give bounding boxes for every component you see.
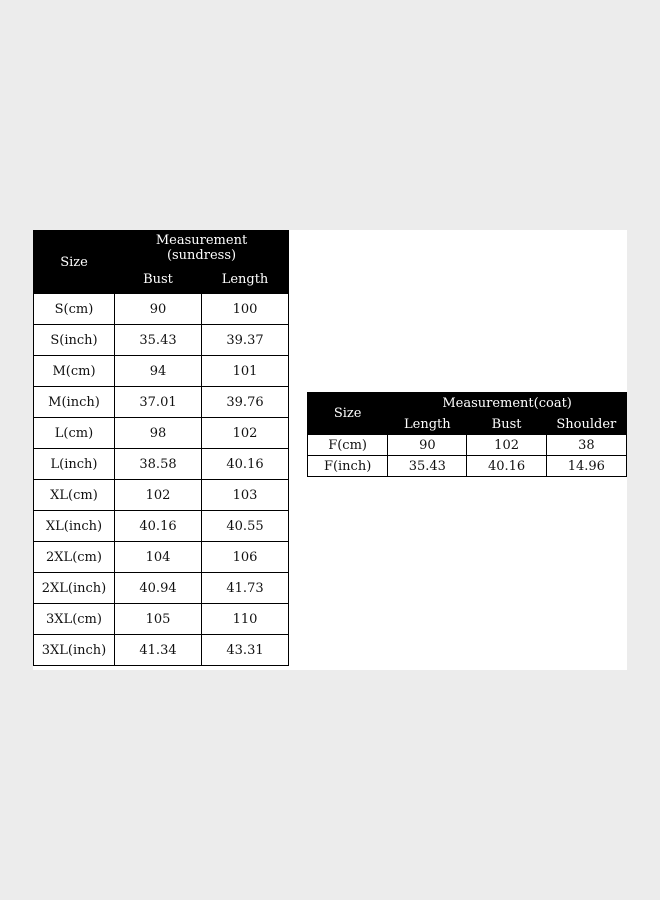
- cell-size: F(cm): [308, 435, 388, 456]
- cell-shoulder: 14.96: [546, 456, 626, 477]
- cell-length: 43.31: [202, 635, 289, 666]
- cell-bust: 37.01: [115, 387, 202, 418]
- size-header: Size: [34, 231, 115, 294]
- table-row: [308, 435, 627, 456]
- cell-length: 39.76: [202, 387, 289, 418]
- cell-length: 100: [202, 294, 289, 325]
- table-row: [34, 635, 289, 666]
- cell-length: 41.73: [202, 573, 289, 604]
- cell-length: 40.16: [202, 449, 289, 480]
- cell-size: 3XL(cm): [34, 604, 115, 635]
- table-row: [34, 418, 289, 449]
- cell-bust: 94: [115, 356, 202, 387]
- cell-bust: 40.16: [115, 511, 202, 542]
- table-row: [34, 480, 289, 511]
- measurement-header: Measurement(coat): [388, 393, 627, 414]
- column-header-bust: Bust: [467, 414, 546, 435]
- cell-size: XL(inch): [34, 511, 115, 542]
- cell-length: 35.43: [388, 456, 467, 477]
- column-header-bust: Bust: [115, 266, 202, 294]
- cell-size: 3XL(inch): [34, 635, 115, 666]
- measurement-header-line1: Measurement: [155, 233, 248, 248]
- cell-bust: 90: [115, 294, 202, 325]
- table-row: [34, 511, 289, 542]
- cell-bust: 102: [115, 480, 202, 511]
- cell-bust: 40.16: [467, 456, 546, 477]
- size-header: Size: [308, 393, 388, 435]
- cell-size: F(inch): [308, 456, 388, 477]
- cell-bust: 38.58: [115, 449, 202, 480]
- cell-length: 103: [202, 480, 289, 511]
- coat-size-table: [307, 392, 627, 477]
- cell-bust: 40.94: [115, 573, 202, 604]
- cell-size: 2XL(inch): [34, 573, 115, 604]
- cell-bust: 98: [115, 418, 202, 449]
- cell-length: 40.55: [202, 511, 289, 542]
- table-row: [34, 294, 289, 325]
- cell-length: 102: [202, 418, 289, 449]
- cell-size: S(inch): [34, 325, 115, 356]
- table-row: [34, 356, 289, 387]
- cell-bust: 105: [115, 604, 202, 635]
- column-header-length: Length: [202, 266, 289, 294]
- sundress-size-table: [33, 230, 289, 666]
- cell-length: 110: [202, 604, 289, 635]
- table-row: [34, 325, 289, 356]
- cell-size: L(inch): [34, 449, 115, 480]
- cell-shoulder: 38: [546, 435, 626, 456]
- measurement-header-line2: (sundress): [166, 248, 237, 263]
- cell-size: M(cm): [34, 356, 115, 387]
- cell-bust: 41.34: [115, 635, 202, 666]
- table-row: [34, 542, 289, 573]
- table-row: [34, 387, 289, 418]
- size-chart-panel: [33, 230, 627, 670]
- cell-length: 106: [202, 542, 289, 573]
- cell-size: 2XL(cm): [34, 542, 115, 573]
- cell-length: 39.37: [202, 325, 289, 356]
- cell-bust: 104: [115, 542, 202, 573]
- column-header-shoulder: Shoulder: [546, 414, 626, 435]
- cell-length: 101: [202, 356, 289, 387]
- cell-size: M(inch): [34, 387, 115, 418]
- column-header-length: Length: [388, 414, 467, 435]
- table-row: [308, 456, 627, 477]
- cell-length: 90: [388, 435, 467, 456]
- cell-size: L(cm): [34, 418, 115, 449]
- table-row: [34, 604, 289, 635]
- cell-size: XL(cm): [34, 480, 115, 511]
- table-row: [34, 449, 289, 480]
- cell-bust: 102: [467, 435, 546, 456]
- table-row: [34, 573, 289, 604]
- cell-bust: 35.43: [115, 325, 202, 356]
- cell-size: S(cm): [34, 294, 115, 325]
- measurement-header: [115, 231, 289, 266]
